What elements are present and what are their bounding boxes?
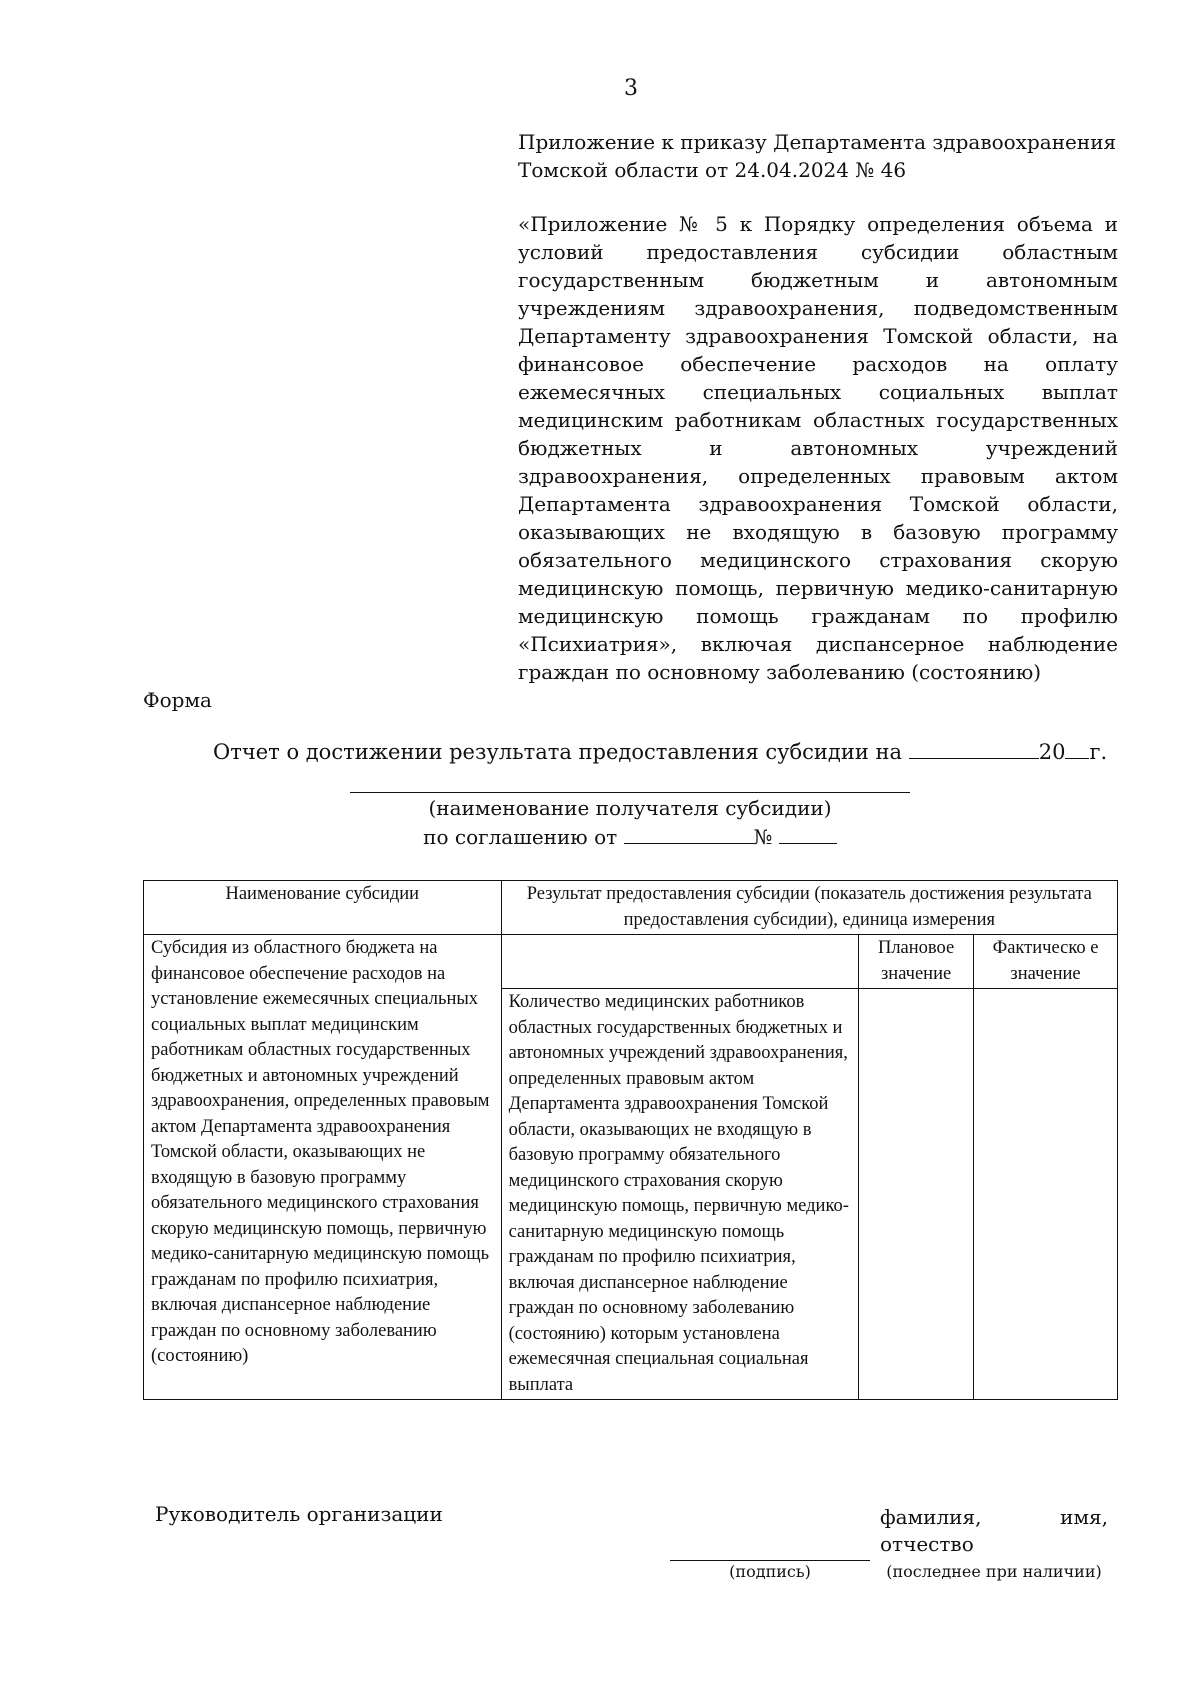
- fio-label-line2: отчество: [880, 1532, 974, 1556]
- header-result: Результат предоставления субсидии (показатель достижения результата предоставления субсидии), единица измерения: [501, 881, 1117, 935]
- table-subheader-row: [144, 935, 1118, 989]
- form-label: Форма: [143, 688, 212, 712]
- fio-caption: (последнее при наличии): [886, 1562, 1102, 1581]
- agreement-number-sign: №: [753, 825, 773, 849]
- report-table: [143, 880, 1118, 1400]
- report-year-blank: [1065, 757, 1089, 759]
- fio-label: фамилия, имя,: [880, 1505, 1108, 1529]
- header-actual-value: Фактическо е значение: [974, 935, 1118, 989]
- signature-caption: (подпись): [729, 1562, 811, 1581]
- signature-line[interactable]: [670, 1560, 870, 1561]
- cell-result-header-empty: [501, 935, 859, 989]
- appendix-reference: Приложение к приказу Департамента здравоохранения Томской области от 24.04.2024 № 46: [518, 130, 1117, 182]
- agreement-prefix: по соглашению от: [423, 825, 618, 849]
- page-number: 3: [624, 76, 638, 101]
- cell-subsidy-name: Субсидия из областного бюджета на финансовое обеспечение расходов на установление ежемесячных специальных социальных выплат медицинским работникам областных государственных бюджетных и автономных учреждений здравоохранения, определенных правовым актом Департамента здравоохранения Томской области, оказывающих не входящую в базовую программу обязательного медицинского страхования скорую медицинскую помощь, первичную медико-санитарную медицинскую помощь гражданам по профилю психиатрия, включая диспансерное наблюдение граждан по основному заболеванию (состоянию): [144, 935, 502, 1400]
- cell-result-name: Количество медицинских работников областных государственных бюджетных и автономных учреждений здравоохранения, определенных правовым актом Департамента здравоохранения Томской области, оказывающих не входящую в базовую программу обязательного медицинского страхования скорую медицинскую помощь, первичную медико-санитарную медицинскую помощь гражданам по профилю психиатрия, включая диспансерное наблюдение граждан по основному заболеванию (состоянию) которым установлена ежемесячная специальная социальная выплата: [501, 989, 859, 1400]
- agreement-date-blank: [624, 842, 754, 844]
- header-subsidy-name: Наименование субсидии: [144, 881, 502, 935]
- header-planned-value: Плановое значение: [859, 935, 974, 989]
- table-header-row: [144, 881, 1118, 935]
- report-year-suffix: г.: [1089, 740, 1108, 764]
- agreement-line: [350, 825, 910, 849]
- report-title-text: Отчет о достижении результата предоставления субсидии на: [213, 740, 903, 764]
- recipient-name-line: [350, 792, 910, 793]
- cell-actual-value[interactable]: [974, 989, 1118, 1400]
- recipient-caption: (наименование получателя субсидии): [428, 796, 832, 820]
- report-date-blank: [909, 757, 1039, 759]
- cell-planned-value[interactable]: [859, 989, 974, 1400]
- signature-title: Руководитель организации: [155, 1502, 443, 1526]
- appendix-body: «Приложение № 5 к Порядку определения объема и условий предоставления субсидии областным государственным бюджетным и автономным учреждениям здравоохранения, подведомственным Департаменту здравоохранения Томской области, на финансовое обеспечение расходов на оплату ежемесячных специальных социальных выплат медицинским работникам областных государственных бюджетных и автономных учреждений здравоохранения, определенных правовым актом Департамента здравоохранения Томской области, оказывающих не входящую в базовую программу обязательного медицинского страхования скорую медицинскую помощь, первичную медико-санитарную медицинскую помощь гражданам по профилю «Психиатрия», включая диспансерное наблюдение граждан по основному заболеванию (состоянию): [518, 212, 1118, 684]
- agreement-number-blank: [779, 842, 837, 844]
- report-year-prefix: 20: [1038, 740, 1066, 764]
- report-title: [213, 740, 1107, 764]
